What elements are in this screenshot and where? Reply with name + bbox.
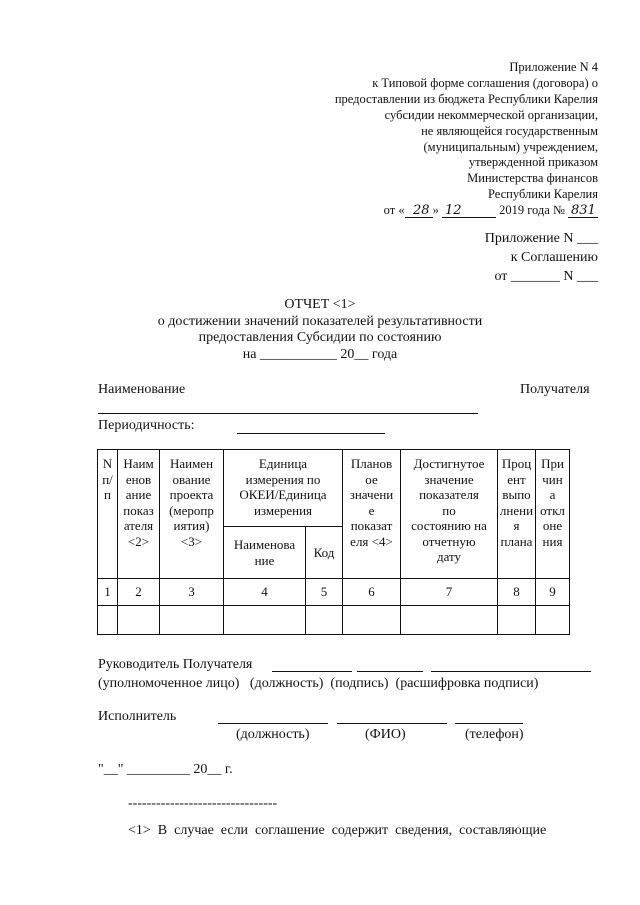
recipient-label: Получателя (520, 382, 590, 397)
title-line: предоставления Субсидии по состоянию (198, 330, 442, 345)
indicators-table (97, 449, 570, 635)
header-line: (муниципальным) учреждением, (423, 139, 598, 154)
executor-name-line (337, 723, 447, 724)
col-number: 4 (224, 579, 306, 606)
col-number: 5 (306, 579, 343, 606)
table-cell-empty (343, 606, 401, 635)
executor-caption-phone: (телефон) (465, 727, 524, 742)
head-position-line (272, 671, 352, 672)
table-cell-empty (498, 606, 536, 635)
col-header-unit-name: Наименова ние (224, 527, 306, 579)
table-cell-empty (118, 606, 160, 635)
appendix-line: к Соглашению (510, 250, 598, 265)
col-header-achieved: Достигнутое значение показателя по состоянию на отчетную дату (401, 450, 498, 579)
periodicity-underline (237, 433, 385, 434)
executor-label: Исполнитель (98, 709, 177, 724)
head-signature-line (357, 671, 423, 672)
title-line: на ___________ 20__ года (242, 346, 398, 362)
col-number: 9 (536, 579, 570, 606)
col-header-percent: Проц ент выпо лнени я плана (498, 450, 536, 579)
col-header-project: Наимен ование проекта (меропр иятия) <3> (160, 450, 224, 579)
table-cell-empty (536, 606, 570, 635)
header-line: Приложение N 4 (509, 60, 598, 74)
title-line: ОТЧЕТ <1> (284, 297, 356, 312)
col-header-planned: Планов ое значени е показат еля <4> (343, 450, 401, 579)
col-number: 3 (160, 579, 224, 606)
header-line: Министерства финансов (467, 171, 598, 186)
col-header-reason: При чин а откл оне ния (536, 450, 570, 579)
header-line: не являющейся государственным (421, 123, 598, 138)
head-name-line (431, 671, 591, 672)
col-number: 1 (98, 579, 118, 606)
col-number: 2 (118, 579, 160, 606)
table-cell-empty (401, 606, 498, 635)
footnote-separator: -------------------------------- (128, 796, 278, 811)
order-date-line: от « 28 » 12 2019 года № 831 (335, 203, 598, 219)
title-line: о достижении значений показателей результативности (157, 313, 483, 329)
periodicity-label: Периодичность: (98, 418, 195, 433)
header-line: предоставлении из бюджета Республики Карелия (334, 91, 598, 106)
col-number: 7 (401, 579, 498, 606)
header-line: утвержденной приказом (468, 155, 598, 170)
col-header-indicator: Наим енов ание показ ателя <2> (118, 450, 160, 579)
naming-underline (98, 413, 478, 414)
col-header-unit-code: Код (306, 527, 343, 579)
table-cell-empty (224, 606, 306, 635)
appendix-line: от _______ N ___ (494, 269, 598, 284)
col-header-unit: Единица измерения по ОКЕИ/Единица измерения (224, 450, 343, 527)
handwritten-day: 28 (405, 205, 433, 218)
executor-position-line (218, 723, 328, 724)
executor-phone-line (455, 723, 523, 724)
header-line: Республики Карелия (487, 187, 598, 202)
report-title (0, 297, 640, 363)
footnote-text: <1> В случае если соглашение содержит сведения, составляющие (128, 823, 547, 838)
annex-header (335, 60, 598, 219)
head-label: Руководитель Получателя (98, 657, 253, 672)
appendix-line: Приложение N ___ (484, 231, 598, 246)
col-header-num: N п/ п (98, 450, 118, 579)
executor-caption-position: (должность) (236, 727, 310, 742)
date-line: "__" _________ 20__ г. (98, 762, 233, 777)
naming-label: Наименование (98, 382, 186, 397)
handwritten-month: 12 (442, 205, 496, 218)
table-cell-empty (306, 606, 343, 635)
header-line: субсидии некоммерческой организации, (384, 107, 598, 122)
head-captions: (уполномоченное лицо) (должность) (подпись) (расшифровка подписи) (98, 676, 539, 691)
table-cell-empty (160, 606, 224, 635)
handwritten-number: 831 (568, 205, 598, 218)
col-number: 8 (498, 579, 536, 606)
appendix-block (485, 229, 598, 286)
header-line: к Типовой форме соглашения (договора) о (372, 75, 598, 90)
executor-caption-name: (ФИО) (365, 727, 406, 742)
table-cell-empty (98, 606, 118, 635)
col-number: 6 (343, 579, 401, 606)
